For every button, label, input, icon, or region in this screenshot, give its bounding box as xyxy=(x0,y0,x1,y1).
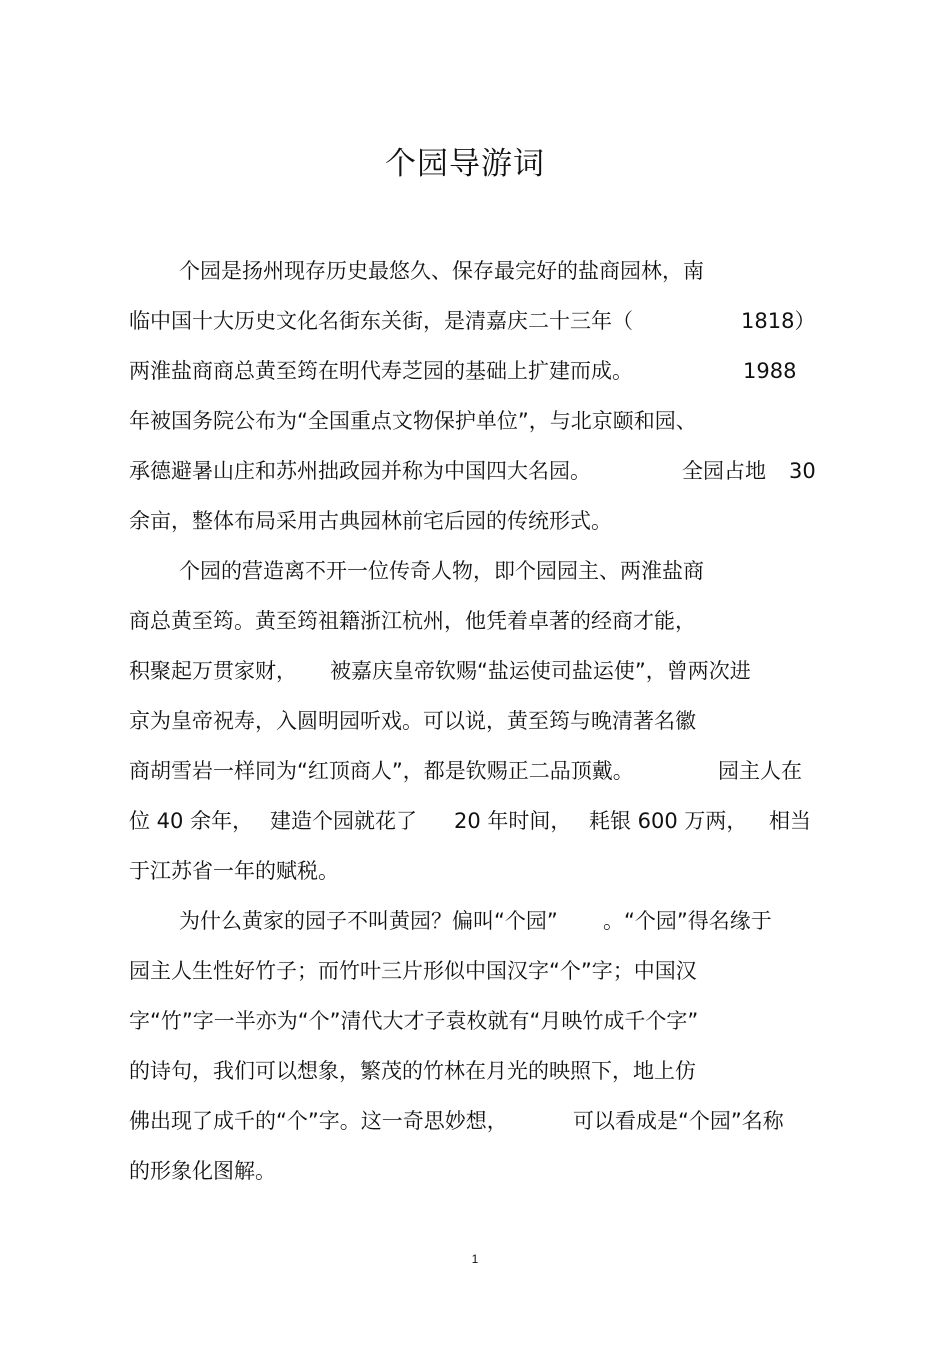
text-segment: 30 xyxy=(789,459,816,483)
page-number: 1 xyxy=(471,1252,479,1266)
text-segment: 园主人在 xyxy=(718,759,802,783)
paragraph-2-line-6 xyxy=(129,808,829,834)
paragraph-3-line-5 xyxy=(129,1108,829,1134)
text-segment: 为什么黄家的园子不叫黄园？偏叫“个园” xyxy=(179,909,558,933)
text-segment: 积聚起万贯家财， xyxy=(129,659,297,683)
text-segment: 1988 xyxy=(743,359,797,383)
paragraph-3-line-3: 字“竹”字一半亦为“个”清代大才子袁枚就有“月映竹成千个字” xyxy=(129,1009,699,1033)
text-segment: 位 40 余年， xyxy=(129,809,254,833)
text-segment: 商胡雪岩一样同为“红顶商人”，都是钦赐正二品顶戴。 xyxy=(129,759,634,783)
text-segment: 耗银 600 万两， xyxy=(589,809,748,833)
text-segment: 相当 xyxy=(769,809,811,833)
text-segment: 建造个园就花了 xyxy=(270,809,417,833)
text-segment: 被嘉庆皇帝钦赐“盐运使司盐运使”，曾两次进 xyxy=(330,659,751,683)
text-segment: 全园占地 xyxy=(682,459,766,483)
paragraph-2-line-5 xyxy=(129,758,829,784)
paragraph-2-line-7: 于江苏省一年的赋税。 xyxy=(129,859,339,883)
text-segment: 承德避暑山庄和苏州拙政园并称为中国四大名园。 xyxy=(129,459,591,483)
page-title: 个园导游词 xyxy=(385,146,545,182)
paragraph-3-line-2: 园主人生性好竹子；而竹叶三片形似中国汉字“个”字；中国汉 xyxy=(129,959,697,983)
paragraph-2-line-2: 商总黄至筠。黄至筠祖籍浙江杭州，他凭着卓著的经商才能， xyxy=(129,609,696,633)
text-segment: 两淮盐商商总黄至筠在明代寿芝园的基础上扩建而成。 xyxy=(129,359,633,383)
paragraph-2-line-3 xyxy=(129,658,829,684)
paragraph-1-line-3 xyxy=(129,358,829,384)
text-segment: 20 年时间， xyxy=(454,809,572,833)
paragraph-1-line-4: 年被国务院公布为“全国重点文物保护单位”，与北京颐和园、 xyxy=(129,409,697,433)
text-segment: 临中国十大历史文化名街东关街，是清嘉庆二十三年（ xyxy=(129,309,633,333)
text-segment: 佛出现了成千的“个”字。这一奇思妙想， xyxy=(129,1109,508,1133)
paragraph-1-line-6: 余亩，整体布局采用古典园林前宅后园的传统形式。 xyxy=(129,509,612,533)
paragraph-1-line-2 xyxy=(129,308,829,334)
paragraph-1-line-5 xyxy=(129,458,829,484)
paragraph-3-line-4: 的诗句，我们可以想象，繁茂的竹林在月光的映照下，地上仿 xyxy=(129,1059,696,1083)
paragraph-3-line-1 xyxy=(179,908,839,934)
paragraph-2-line-1: 个园的营造离不开一位传奇人物，即个园园主、两淮盐商 xyxy=(179,559,704,583)
text-segment: 1818） xyxy=(741,309,816,333)
text-segment: 。“个园”得名缘于 xyxy=(603,909,772,933)
paragraph-2-line-4: 京为皇帝祝寿，入圆明园听戏。可以说，黄至筠与晚清著名徽 xyxy=(129,709,696,733)
paragraph-1-line-1: 个园是扬州现存历史最悠久、保存最完好的盐商园林，南 xyxy=(179,259,704,283)
paragraph-3-line-6: 的形象化图解。 xyxy=(129,1159,276,1183)
text-segment: 可以看成是“个园”名称 xyxy=(573,1109,784,1133)
